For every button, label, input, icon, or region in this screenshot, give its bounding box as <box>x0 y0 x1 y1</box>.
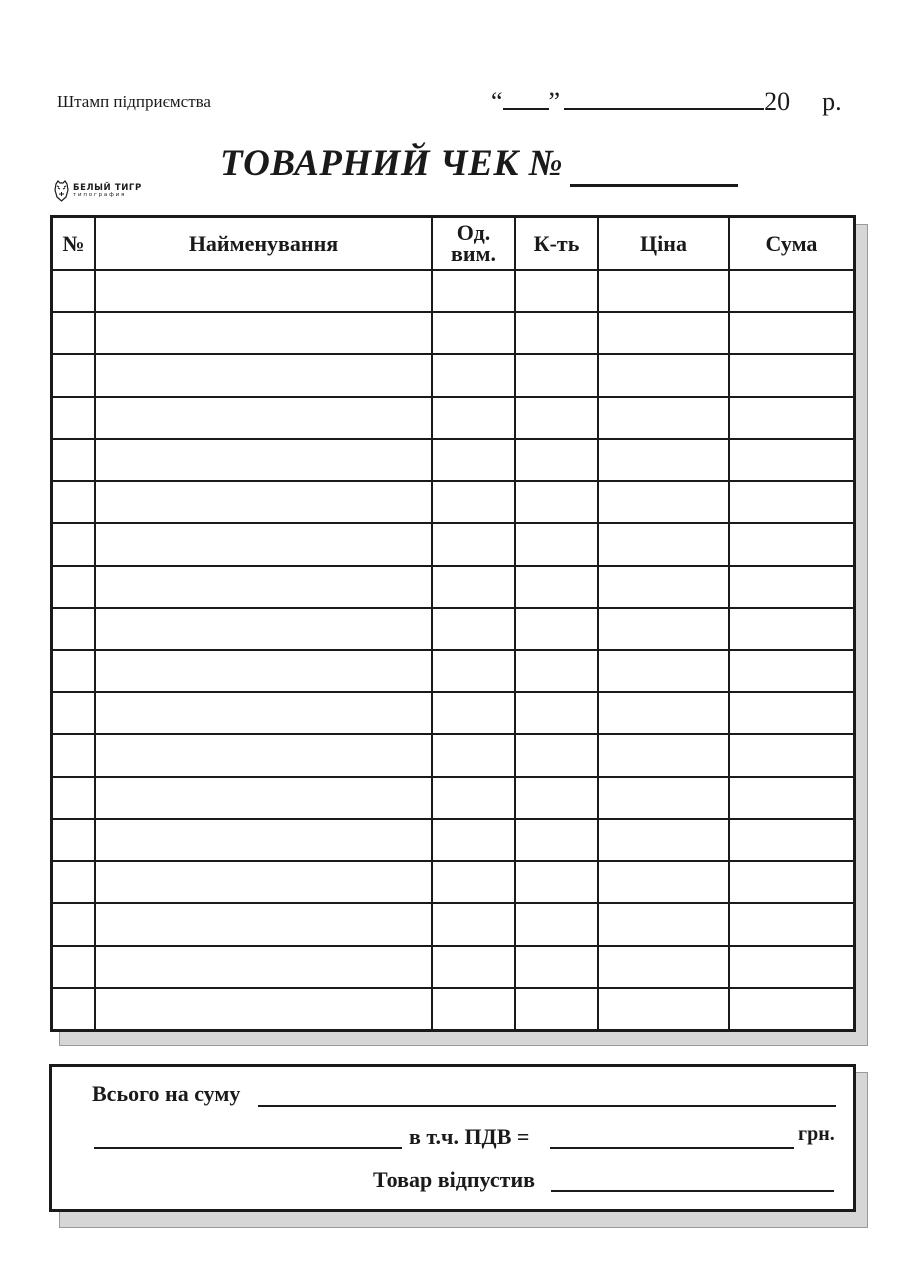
table-cell[interactable] <box>729 988 853 1029</box>
table-cell[interactable] <box>95 903 432 945</box>
table-cell[interactable] <box>729 903 853 945</box>
table-cell[interactable] <box>53 312 95 354</box>
table-cell[interactable] <box>598 819 729 861</box>
total-label: Всього на суму <box>92 1081 241 1106</box>
table-cell[interactable] <box>598 312 729 354</box>
table-row <box>53 397 853 439</box>
table-row <box>53 734 853 776</box>
table-row <box>53 354 853 396</box>
table-row <box>53 650 853 692</box>
table-cell[interactable] <box>729 734 853 776</box>
table-cell[interactable] <box>598 354 729 396</box>
table-cell[interactable] <box>729 481 853 523</box>
table-row <box>53 481 853 523</box>
col-header-price: Ціна <box>598 218 729 270</box>
table-cell[interactable] <box>53 692 95 734</box>
table-cell[interactable] <box>53 946 95 988</box>
vat-amount-blank[interactable] <box>550 1147 794 1149</box>
year-prefix: 20 <box>764 87 791 116</box>
table-cell[interactable] <box>598 903 729 945</box>
table-cell[interactable] <box>729 397 853 439</box>
table-cell[interactable] <box>598 692 729 734</box>
table-row <box>53 270 853 312</box>
tiger-head-icon <box>54 180 69 202</box>
table-cell[interactable] <box>53 481 95 523</box>
table-cell[interactable] <box>729 861 853 903</box>
vat-label: в т.ч. ПДВ = <box>409 1124 530 1149</box>
table-cell[interactable] <box>53 777 95 819</box>
currency-label: грн. <box>798 1123 835 1145</box>
table-cell[interactable] <box>95 439 432 481</box>
col-header-name: Найменування <box>95 218 432 270</box>
table-cell[interactable] <box>432 270 515 312</box>
table-cell[interactable] <box>515 481 598 523</box>
col-header-quantity: К-ть <box>515 218 598 270</box>
table-cell[interactable] <box>598 946 729 988</box>
table-cell[interactable] <box>432 819 515 861</box>
table-cell[interactable] <box>598 777 729 819</box>
table-cell[interactable] <box>432 988 515 1029</box>
table-cell[interactable] <box>53 270 95 312</box>
table-row <box>53 439 853 481</box>
table-cell[interactable] <box>53 397 95 439</box>
total-amount-blank[interactable] <box>258 1105 836 1107</box>
table-cell[interactable] <box>95 481 432 523</box>
table-cell[interactable] <box>598 734 729 776</box>
col-header-unit: Од. вим. <box>432 218 515 270</box>
table-cell[interactable] <box>598 439 729 481</box>
table-cell[interactable] <box>515 861 598 903</box>
table-cell[interactable] <box>729 946 853 988</box>
table-cell[interactable] <box>95 354 432 396</box>
table-cell[interactable] <box>598 397 729 439</box>
summary-box <box>49 1064 856 1212</box>
table-row <box>53 777 853 819</box>
table-cell[interactable] <box>515 608 598 650</box>
table-cell[interactable] <box>53 861 95 903</box>
table-body <box>53 270 853 1029</box>
table-row <box>53 903 853 945</box>
table-cell[interactable] <box>598 861 729 903</box>
table-cell[interactable] <box>95 946 432 988</box>
table-cell[interactable] <box>432 777 515 819</box>
table-cell[interactable] <box>515 439 598 481</box>
date-open-quote: “ <box>491 87 503 116</box>
page-title: ТОВАРНИЙ ЧЕК № <box>220 143 564 184</box>
table-cell[interactable] <box>515 566 598 608</box>
table-cell[interactable] <box>598 270 729 312</box>
table-cell[interactable] <box>432 397 515 439</box>
table-cell[interactable] <box>515 650 598 692</box>
table-cell[interactable] <box>95 523 432 565</box>
total-words-blank[interactable] <box>94 1147 402 1149</box>
items-table <box>50 215 856 1032</box>
table-cell[interactable] <box>598 481 729 523</box>
table-cell[interactable] <box>515 312 598 354</box>
table-cell[interactable] <box>515 819 598 861</box>
table-cell[interactable] <box>95 397 432 439</box>
table-cell[interactable] <box>53 523 95 565</box>
month-blank[interactable] <box>564 86 764 110</box>
logo <box>54 180 142 202</box>
table-cell[interactable] <box>515 692 598 734</box>
table-cell[interactable] <box>729 270 853 312</box>
table-cell[interactable] <box>432 692 515 734</box>
table-row <box>53 946 853 988</box>
logo-name: БЕЛЫЙ ТИГР <box>73 182 142 193</box>
table-cell[interactable] <box>53 988 95 1029</box>
table-cell[interactable] <box>432 523 515 565</box>
year-suffix: р. <box>822 87 842 116</box>
table-cell[interactable] <box>729 819 853 861</box>
table-cell[interactable] <box>95 819 432 861</box>
table-row <box>53 988 853 1029</box>
date-line <box>491 86 842 117</box>
table-cell[interactable] <box>95 988 432 1029</box>
table-cell[interactable] <box>515 988 598 1029</box>
table-cell[interactable] <box>53 439 95 481</box>
table-row <box>53 861 853 903</box>
table-cell[interactable] <box>53 734 95 776</box>
table-cell[interactable] <box>95 692 432 734</box>
table-cell[interactable] <box>53 608 95 650</box>
table-cell[interactable] <box>53 903 95 945</box>
table-cell[interactable] <box>53 354 95 396</box>
table-cell[interactable] <box>729 312 853 354</box>
table-cell[interactable] <box>729 608 853 650</box>
table-cell[interactable] <box>598 523 729 565</box>
table-cell[interactable] <box>515 734 598 776</box>
logo-subtitle: типография <box>73 192 127 198</box>
table-cell[interactable] <box>432 734 515 776</box>
check-number-blank[interactable] <box>570 184 738 187</box>
table-row <box>53 608 853 650</box>
table-cell[interactable] <box>432 481 515 523</box>
table-cell[interactable] <box>95 312 432 354</box>
table-cell[interactable] <box>515 777 598 819</box>
table-cell[interactable] <box>729 439 853 481</box>
date-close-quote: ” <box>548 87 561 116</box>
table-cell[interactable] <box>95 777 432 819</box>
table-cell[interactable] <box>598 988 729 1029</box>
col-header-sum: Сума <box>729 218 853 270</box>
table-cell[interactable] <box>95 861 432 903</box>
table-cell[interactable] <box>729 777 853 819</box>
table-cell[interactable] <box>598 608 729 650</box>
table-cell[interactable] <box>729 692 853 734</box>
table-header-row <box>53 218 853 270</box>
table-cell[interactable] <box>515 903 598 945</box>
table-cell[interactable] <box>729 523 853 565</box>
released-by-blank[interactable] <box>551 1190 834 1192</box>
table-cell[interactable] <box>432 354 515 396</box>
day-blank[interactable] <box>503 86 549 110</box>
table-cell[interactable] <box>95 566 432 608</box>
table-cell[interactable] <box>95 734 432 776</box>
released-by-label: Товар відпустив <box>373 1167 536 1192</box>
table-row <box>53 523 853 565</box>
table-cell[interactable] <box>598 566 729 608</box>
table-row <box>53 566 853 608</box>
table-cell[interactable] <box>95 608 432 650</box>
table-cell[interactable] <box>432 608 515 650</box>
table-cell[interactable] <box>432 650 515 692</box>
table-cell[interactable] <box>432 312 515 354</box>
table-cell[interactable] <box>53 650 95 692</box>
table-row <box>53 312 853 354</box>
col-header-number: № <box>53 218 95 270</box>
table-cell[interactable] <box>515 397 598 439</box>
table-cell[interactable] <box>515 946 598 988</box>
table-row <box>53 692 853 734</box>
table-cell[interactable] <box>729 650 853 692</box>
table-cell[interactable] <box>515 354 598 396</box>
table-cell[interactable] <box>432 861 515 903</box>
table-cell[interactable] <box>95 270 432 312</box>
table-cell[interactable] <box>432 903 515 945</box>
table-cell[interactable] <box>432 566 515 608</box>
table-cell[interactable] <box>515 270 598 312</box>
table-cell[interactable] <box>729 354 853 396</box>
table-cell[interactable] <box>95 650 432 692</box>
table-cell[interactable] <box>432 439 515 481</box>
stamp-label: Штамп підприємства <box>57 92 211 111</box>
table-cell[interactable] <box>515 523 598 565</box>
table-cell[interactable] <box>53 566 95 608</box>
table-cell[interactable] <box>432 946 515 988</box>
table-cell[interactable] <box>53 819 95 861</box>
table-cell[interactable] <box>729 566 853 608</box>
table-cell[interactable] <box>598 650 729 692</box>
table-row <box>53 819 853 861</box>
